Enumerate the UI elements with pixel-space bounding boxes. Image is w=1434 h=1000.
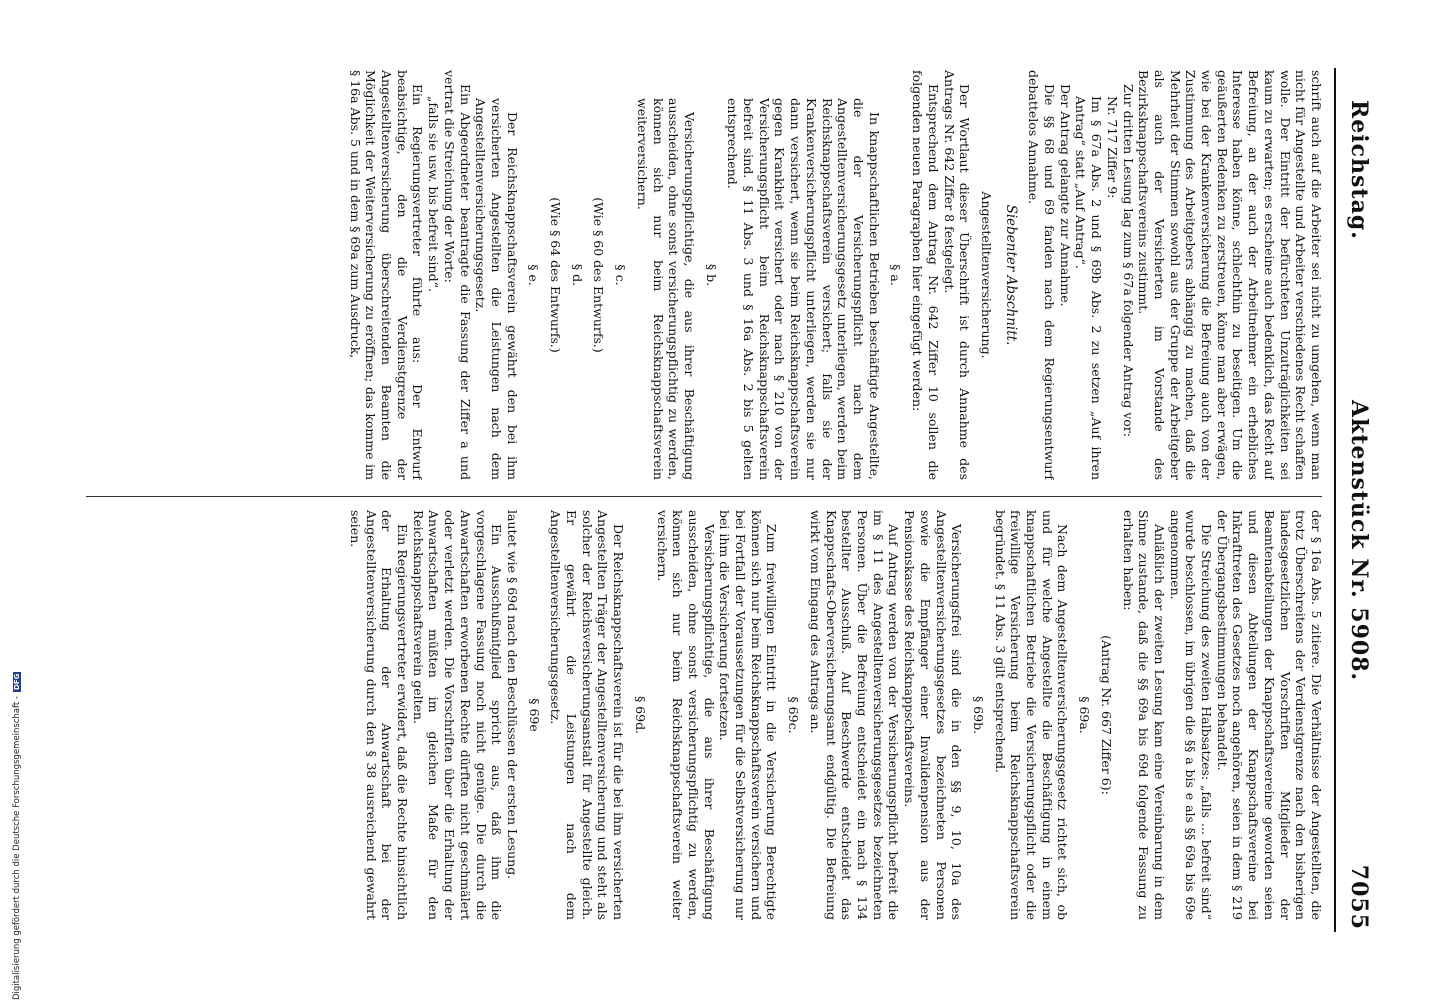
paragraph-marker: § 69d. [632, 695, 648, 735]
left-column [84, 70, 1324, 480]
paragraph: Ein Regierungsvertreter führte aus: Der Entwurf beabsichtige, den die Verdienstgrenze der Angestelltenversicherung überschreitenden Beamten die Möglichkeit der Weiterversicherung zu eröffnen; das komme im § 16a Abs. 5 und in dem § 69a zum Ausdruck, [347, 70, 426, 480]
header-page-number: 7055 [1346, 864, 1372, 930]
paragraph: Anläßlich der zweiten Lesung kam eine Vereinbarung in dem Sinne zustande, daß die §§ 69a bis 69d folgende Fassung zu erhalten haben: [1120, 510, 1167, 920]
paragraph-marker: § 69b. [970, 695, 986, 735]
paragraph: Zur dritten Lesung lag zum § 67a folgender Antrag vor: [1120, 84, 1136, 437]
credit-text: Digitalisierung gefördert durch die Deutsche Forschungsgemeinschaft - [12, 696, 22, 1000]
paragraph: Auf Antrag werden von der Versicherungspflicht befreit die im § 11 des Angestelltenversicherungsgesetzes bezeichneten Personen. Über die Befreiung entscheidet ein nach § 134 bestellter Ausschuß. Auf Beschwerde entscheidet das Knappschafts-Oberversicherungsamt endgültig. Die Befreiung wirkt vom Eingang des Antrags an. [807, 510, 902, 920]
paragraph: Ein Regierungsvertreter erwidert, daß die Rechte hinsichtlich der Erhaltung der Anwartschaft bei der Angestelltenversicherung durch den § 38 ausreichend gewahrt seien. [347, 510, 411, 920]
paragraph-marker: § c. [613, 264, 629, 286]
right-column [84, 510, 1324, 920]
paragraph: Versicherungspflichtige, die aus ihrer Beschäftigung ausscheiden, ohne sonst versicherungspflichtig zu werden, können sich nur beim Reichsknappschaftsverein weiterversichern. [634, 98, 697, 480]
paragraph-marker: § b. [703, 263, 719, 287]
paragraph-marker: § e. [526, 264, 542, 286]
paragraph: Die Streichung des zweiten Halbsatzes: „falls ... befreit sind“ wurde beschlossen, im übrigen die §§ a bis e als §§ 69a bis 69e angenommen. [1167, 510, 1215, 920]
paragraph: Der Reichsknappschaftsverein gewährt den bei ihm versicherten Angestellten die Leistungen nach dem Angestelltenversicherungsgesetz. [473, 98, 520, 480]
paragraph: Der Antrag gelangte zur Annahme. [1057, 84, 1073, 307]
section-heading: Siebenter Abschnitt. [1002, 204, 1019, 346]
paragraph: In knappschaftlichen Betrieben beschäftigte Angestellte, die der Versicherungspflicht nach dem Angestelltenversicherungsgesetz unterliegen, werden beim Reichsknappschaftsverein versichert; falls sie der Krankenversicherungspflicht unterliegen, werden sie nur dann versichert, wenn sie beim Reichsknappschaftsverein gegen Krankheit versichert oder nach § 210 von der Versicherungspflicht beim Reichsknappschaftsverein befreit sind. § 11 Abs. 3 und § 16a Abs. 2 bis 5 gelten entsprechend. [725, 98, 882, 480]
column-divider [86, 496, 1322, 497]
paragraph: Die §§ 68 und 69 fanden nach dem Regierungsentwurf debattelos Annahme. [1026, 70, 1058, 480]
paragraph: schrift auch auf die Arbeiter sei nicht zu umgehen, wenn man nicht für Angestellte und Arbeiter verschiedenes Recht schaffen wolle. Der Eintritt der befürchteten Unzuträglichkeiten sei kaum zu erwarten; es erscheine auch bedenklich, das Recht auf Befreiung, an der auch der Arbeitnehmer ein erhebliches Interesse haben könne, schlechthin zu beseitigen. Um die geäußerten Bedenken zu zerstreuen, könne man aber erwägen, wie bei der Krankenversicherung die Befreiung auch von der Zustimmung des Arbeitgebers abhängig zu machen, daß die Mehrheit der Stimmen sowohl aus der Gruppe der Arbeitgeber als auch der Versicherten im Vorstande des Bezirksknappschaftsvereins zustimmt. [1136, 70, 1324, 480]
paragraph: Der Reichsknappschaftsverein ist für die bei ihm versicherten Angestellten Träger der Angestelltenversicherung und steht als solcher der Reichsversicherungsanstalt für Angestellte gleich. Er gewährt die Leistungen nach dem Angestelltenversicherungsgesetz. [548, 510, 627, 920]
paragraph: Ein Ausschußmitglied spricht aus, daß ihm die vorgeschlagene Fassung noch nicht genüge. Die durch die Anwartschaften erworbenen Rechte dürften nicht geschmälert oder verletzt werden. Die Vorschriften über die Erhaltung der Anwartschaften müßten im gleichen Maße für den Reichsknappschaftsverein gelten. [410, 510, 505, 920]
paragraph: lautet wie § 69d nach den Beschlüssen der ersten Lesung. [504, 510, 520, 880]
paragraph: Versicherungsfrei sind die in den §§ 9, 10, 10a des Angestelltenversicherungsgesetzes bezeichneten Personen sowie die Empfänger einer Invalidenpension aus der Pensionskasse des Reichsknappschaftsvereins. [902, 510, 965, 920]
header-rule [1334, 68, 1336, 932]
paragraph: Entsprechend dem Antrag Nr. 642 Ziffer 10 sollen die folgenden neuen Paragraphen hier eingefügt werden: [910, 70, 941, 480]
paragraph: „falls sie usw. bis befreit sind“. [426, 96, 442, 292]
paragraph-marker: § 69a. [1077, 696, 1093, 734]
paragraph-marker: § d. [569, 263, 585, 287]
paragraph-note: (Wie § 64 des Entwurfs.) [548, 197, 564, 353]
paragraph-note: (Wie § 60 des Entwurfs.) [591, 197, 607, 353]
paragraph-note: (Antrag Nr. 667 Ziffer 6): [1098, 635, 1114, 795]
dfg-logo-icon: DFG [13, 673, 21, 691]
paragraph: Versicherungspflichtige, die aus ihrer Beschäftigung ausscheiden, ohne sonst versicherungspflichtig zu werden, können sich nur beim Reichsknappschaftsverein weiter versichern. [654, 510, 717, 920]
paragraph-marker: § 69c. [786, 696, 802, 734]
paragraph: Nach dem Angestelltenversicherungsgesetz richtet sich, ob und für welche Angestellte die Beschäftigung in einem knappschaftlichen Betriebe die Versicherungspflicht oder die freiwillige Versicherung beim Reichsknappschaftsverein begründet. § 11 Abs. 3 gilt entsprechend. [992, 510, 1071, 920]
paragraph: Ein Abgeordneter beantragte die Fassung der Ziffer a und vertrat die Streichung der Worte: [441, 70, 473, 480]
paragraph: Nr. 717 Ziffer 9: [1104, 96, 1120, 199]
paragraph: Im § 67a Abs. 2 und § 69b Abs. 2 zu setzen „Auf ihren Antrag“ statt „Auf Antrag“. [1073, 96, 1105, 480]
header-document-number: Aktenstück Nr. 5908. [1346, 400, 1372, 682]
section-subheading: Angestelltenversicherung. [978, 191, 994, 359]
paragraph: Zum freiwilligen Eintritt in die Versicherung Berechtigte können sich nur beim Reichsknappschaftsverein versichern und bei Fortfall der Voraussetzungen für die Selbstversicherung nur bei ihm die Versicherung fortsetzen. [717, 510, 780, 920]
header-left-title: Reichstag. [1346, 100, 1372, 240]
paragraph: Der Wortlaut dieser Überschrift ist durch Annahme des Antrags Nr. 642 Ziffer 8 festgelegt. [941, 70, 973, 480]
paragraph-marker: § a. [888, 264, 904, 286]
digitization-credit [12, 672, 22, 1000]
paragraph: der § 16a Abs. 5 zitiere. Die Verhältnisse der Angestellten, die trotz Überschreitens der Verdienstgrenze nach den bisherigen landesgesetzlichen Vorschriften Mitglieder der Beamtenabteilungen der Knappschaftsvereine geworden seien und diesen Abteilungen der Knappschaftsvereine bei Inkrafttreten des Gesetzes noch angehören, seien in dem § 219 der Übergangsbestimmungen behandelt. [1214, 510, 1324, 920]
paragraph-marker: § 69e [526, 698, 542, 732]
